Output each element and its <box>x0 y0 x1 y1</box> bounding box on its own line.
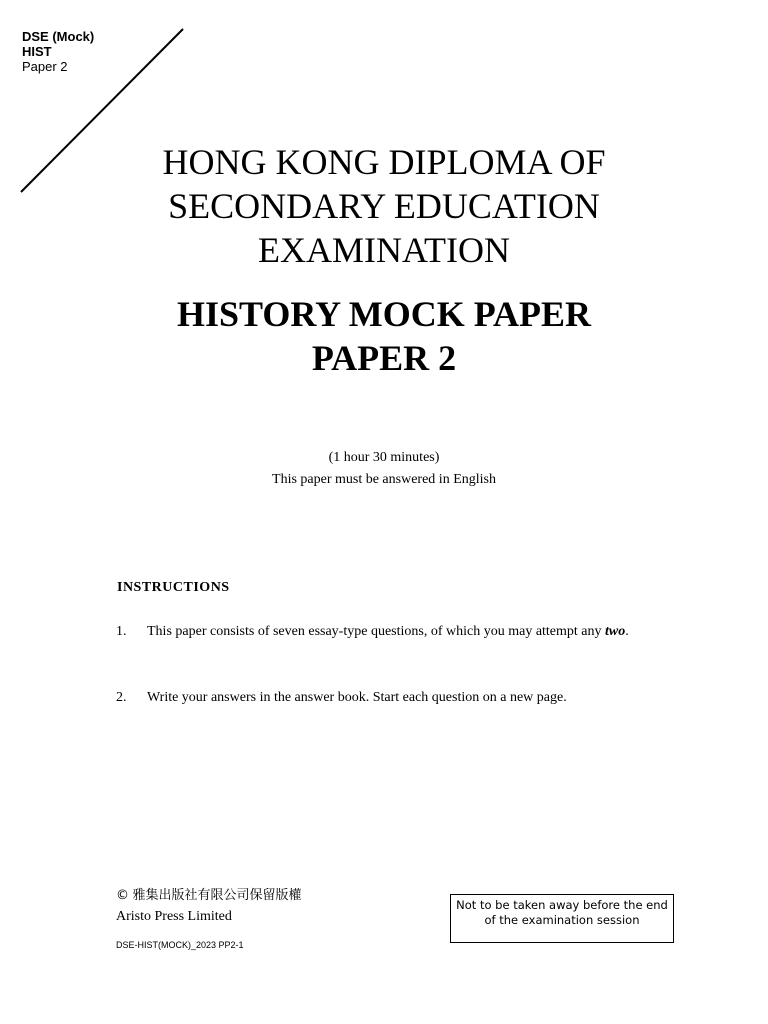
publisher-name: Aristo Press Limited <box>116 909 232 924</box>
instruction-text-part: This paper consists of seven essay-type questions, of which you may attempt any <box>147 624 602 639</box>
exam-label: DSE (Mock) <box>22 29 95 44</box>
language-note: This paper must be answered in English <box>272 472 496 487</box>
duration-info <box>0 447 768 491</box>
instruction-number: 1. <box>116 624 127 639</box>
duration-text: (1 hour 30 minutes) <box>328 450 440 465</box>
copyright-chinese: 雅集出版社有限公司保留版權 <box>132 888 302 903</box>
instructions-heading: INSTRUCTIONS <box>117 580 230 595</box>
copyright-line <box>116 885 302 906</box>
page-code: DSE-HIST(MOCK)_2023 PP2-1 <box>116 940 244 950</box>
instruction-item <box>116 621 676 643</box>
exam-title-line: HONG KONG DIPLOMA OF <box>162 142 606 182</box>
paper-number-label: Paper 2 <box>22 59 68 74</box>
exam-title-line: EXAMINATION <box>258 230 510 270</box>
paper-title <box>0 292 768 380</box>
notice-text: Not to be taken away before the end of the examination session <box>456 898 668 927</box>
copyright-symbol: © <box>116 888 129 903</box>
notice-box <box>450 894 674 943</box>
subject-label: HIST <box>22 44 52 59</box>
paper-title-line: PAPER 2 <box>311 338 457 378</box>
paper-title-line: HISTORY MOCK PAPER <box>176 294 592 334</box>
instruction-item <box>116 687 676 709</box>
instruction-text: Write your answers in the answer book. Start each question on a new page. <box>147 690 567 705</box>
copyright-block <box>116 885 302 927</box>
instruction-emphasis: two <box>605 624 626 639</box>
instruction-number: 2. <box>116 690 127 705</box>
exam-title-line: SECONDARY EDUCATION <box>168 186 600 226</box>
instruction-text-part: . <box>625 624 629 639</box>
exam-title <box>0 140 768 272</box>
instruction-text <box>147 621 676 643</box>
